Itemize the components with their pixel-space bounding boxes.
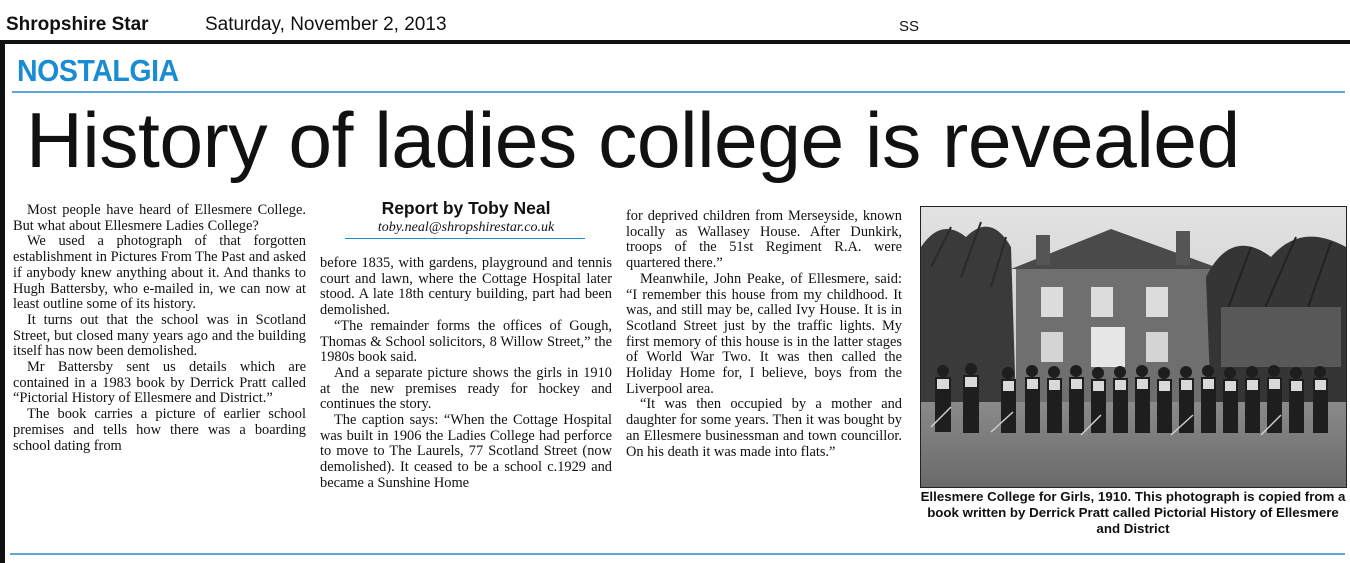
newspaper-name: Shropshire Star [6,14,149,35]
photo-illustration [921,207,1346,487]
photo-caption: Ellesmere College for Girls, 1910. This photograph is copied from a book written by Derrick Pratt called Pictorial History of Ellesmere and District [920,489,1346,536]
paragraph: The book carries a picture of earlier school premises and tells how there was a boarding school dating from [13,406,306,454]
section-rule [12,91,1345,93]
paragraph: “The remainder forms the offices of Gough, Thomas & School solicitors, 8 Willow Street,” the 1980s book said. [320,317,612,366]
paragraph: Meanwhile, John Peake, of Ellesmere, said: “I remember this house from my childhood. It was, and still may be, called Ivy House. It is in Scotland Street just by the traffic lights. My first memory of this house is in the latter stages of World War Two. It was then called the Holiday Home for, I believe, boys from the Liverpool area. [626,270,902,397]
masthead-rule [0,40,1350,44]
edition-code: SS [899,18,920,35]
article-column-2 [320,256,612,492]
article-column-1 [13,203,306,454]
paragraph: The caption says: “When the Cottage Hospital was built in 1906 the Ladies College had perforce to move to The Laurels, 77 Scotland Street (now demolished). It ceased to be a school c.1929 and became a Sunshine Home [320,412,612,491]
paragraph: It turns out that the school was in Scotland Street, but closed many years ago and the building itself has now been demolished. [13,311,306,360]
byline-block [322,198,610,236]
section-label: NOSTALGIA [17,53,179,88]
paragraph: And a separate picture shows the girls in 1910 at the new premises ready for hockey and continues the story. [320,364,612,413]
paragraph: before 1835, with gardens, playground and tennis court and lawn, where the Cottage Hospital later stood. A late 18th century building, part had been demolished. [320,255,612,319]
article-headline: History of ladies college is revealed [26,96,1240,184]
historic-photo [920,206,1347,488]
paragraph: Most people have heard of Ellesmere College. But what about Ellesmere Ladies College? [13,202,306,234]
left-margin-rule [0,44,5,563]
article-column-3 [626,209,902,460]
author-email: toby.neal@shropshirestar.co.uk [377,220,555,235]
paragraph: We used a photograph of that forgotten establishment in Pictures From The Past and asked if anybody knew anything about it. And thanks to Hugh Battersby, who e-mailed in, we can now at least outline some of its history. [13,233,306,313]
paragraph: “It was then occupied by a mother and daughter for some years. Then it was bought by an Ellesmere businessman and town councillor. On his death it was made into flats.” [626,396,902,460]
publication-date: Saturday, November 2, 2013 [205,14,447,35]
byline-rule [345,238,585,239]
byline: Report by Toby Neal [381,198,551,218]
bottom-rule [10,553,1345,555]
paragraph: Mr Battersby sent us details which are contained in a 1983 book by Derrick Pratt called “Pictorial History of Ellesmere and District.” [13,359,306,407]
paragraph: for deprived children from Merseyside, known locally as Wallasey House. After Dunkirk, troops of the 51st Regiment R.A. were quartered there.” [626,208,902,272]
